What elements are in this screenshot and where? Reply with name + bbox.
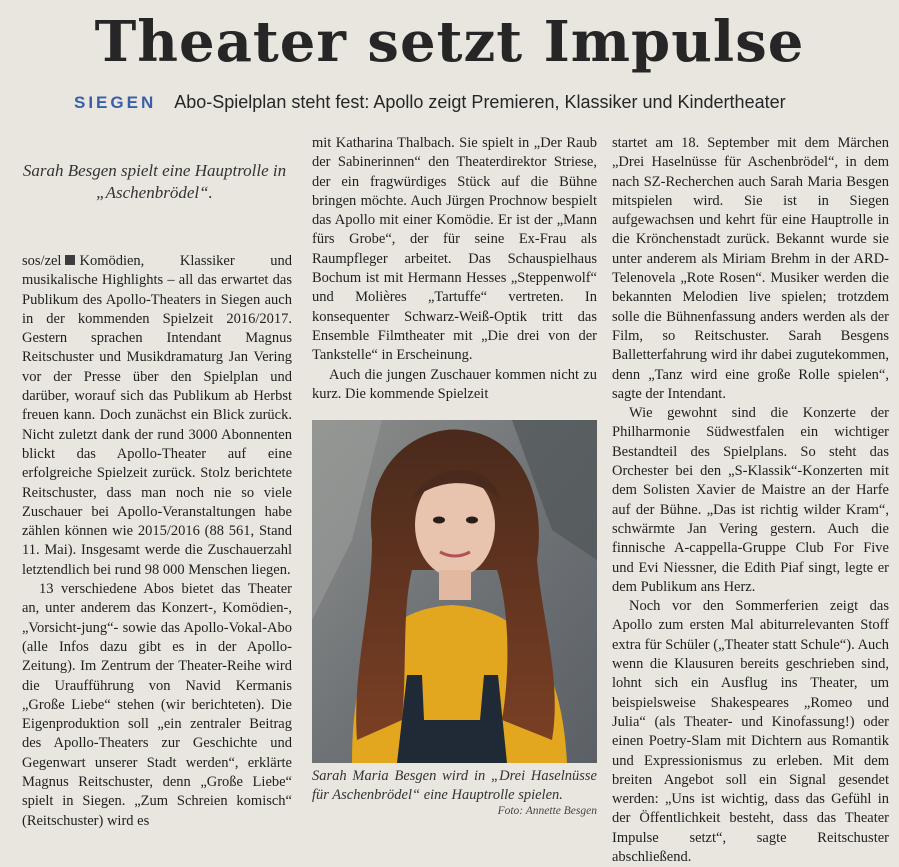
subheadline [74,92,889,116]
portrait-photo [312,420,597,763]
article-column-2 [312,134,597,404]
pull-quote: Sarah Besgen spielt eine Hauptrolle in „Aschenbrödel“. [22,161,287,202]
paragraph [22,252,292,580]
paragraph-text: Komödien, Klassiker und musikalische Highlights – all das erwartet das Publikum des Apollo-Theaters in Siegen auch in der kommenden Spielzeit 2016/2017. Gestern sprachen Intendant Magnus Reitschuster und Musikdramaturg Jan Vering vor der Presse über den Spielplan und darüber, worauf sich das Publikum ab Herbst freuen kann. Doch zunächst ein Blick zurück. Nicht zuletzt dank der rund 3000 Abonnenten blickt das Apollo-Theater auf eine erfolgreiche Spielzeit zurück. Stolz berichtete Reitschuster, dass man noch nie so viele Zuschauer bei Apollo-Veranstaltungen habe zählen können wie 2015/2016 (88 561, Stand 11. Mai). Insgesamt werde die Zuschauerzahl letztendlich bei rund 98 000 Menschen liegen. [22,253,292,578]
dateline: SIEGEN [74,93,157,112]
paragraph: Auch die jungen Zuschauer kommen nicht zu kurz. Die kommende Spielzeit [312,366,597,402]
paragraph: startet am 18. September mit dem Märchen „Drei Haselnüsse für Aschenbrödel“, in dem nach SZ-Recherchen auch Sarah Maria Besgen mitspielen wird. Sie ist in Siegen aufgewachsen und kehrt für eine Hauptrolle in die Krönchenstadt zurück. Bekannt wurde sie unter anderem als Miriam Brehm in der ARD-Telenovela „Rote Rosen“. Musiker werden die bekannten Melodien live spielen; trotzdem solle die Bühnenfassung anders werden als der Film, so Reitschuster. Sarah Besgens Balletterfahrung wird ihr dabei zugutekommen, denn „Tanz wird eine große Rolle spielen“, sagte der Intendant. [612,135,889,402]
subtitle: Abo-Spielplan steht fest: Apollo zeigt Premieren, Klassiker und Kindertheater [174,92,786,112]
paragraph: Wie gewohnt sind die Konzerte der Philharmonie Südwestfalen ein wichtiger Bestandteil des Spielplans. So steht das Orchester bei den „S-Klassik“-Konzerten mit dem Solisten Xavier de Maistre an der Harfe auf der Bühne. „Das ist richtig wilder Kram“, schwärmte Jan Vering gestern. Auch die finnische A-cappella-Gruppe Club For Five und Evi Niessner, die Edith Piaf singt, legte er dem Publikum ans Herz. [612,405,889,595]
square-marker-icon [65,255,75,265]
photo-credit-text: Foto: Annette Besgen [497,805,597,817]
photo-caption: Sarah Maria Besgen wird in „Drei Haselnüsse für Aschenbrödel“ eine Hauptrolle spielen. [312,768,597,803]
article-column-3 [612,134,889,867]
paragraph: mit Katharina Thalbach. Sie spielt in „Der Raub der Sabinerinnen“ den Theaterdirektor Striese, der ein fragwürdiges Stück auf die Bühne bringen möchte. Auch Jürgen Prochnow bespielt das Apollo mit einer Komödie. Er ist der „Mann fürs Grobe“, der für seine Ex-Frau als Raumpfleger arbeitet. Das Schauspielhaus Bochum ist mit Hermann Hesses „Steppenwolf“ und Molières „Tartuffe“ vertreten. In konsequenter Schwarz-Weiß-Optik tritt das Ensemble Filmtheater mit „Die drei von der Tankstelle“ in Erscheinung. [312,135,597,364]
paragraph: 13 verschiedene Abos bietet das Theater an, unter anderem das Konzert-, Komödien-, „Vorsicht-jung“- sowie das Apollo-Vokal-Abo (alle Infos dazu gibt es in der Apollo-Zeitung). Im Zentrum der Theater-Reihe wird die Uraufführung von Navid Kermanis „Große Liebe“ stehen (wir berichteten). Die Eigenproduktion soll „ein zentraler Beitrag des Apollo-Theaters zur Geschichte und Gegenwart unserer Stadt werden“, erklärte Magnus Reitschuster, denn „Große Liebe“ spielt in Siegen. „Zum Schreien komisch“ (Reitschuster) wird es [22,581,292,829]
paragraph: Noch vor den Sommerferien zeigt das Apollo zum ersten Mal abiturrelevanten Stoff extra für Schüler („Theater statt Schule“). Auch wenn die Klausuren bereits geschrieben sind, lohnt sich ein Ausflug ins Theater, um beispielsweise Shakespeares „Romeo und Julia“ (als Theater- und Kinofassung!) oder einen Poetry-Slam mit Dichtern aus Romantik und Expressionismus zu erleben. Mit dem breiten Angebot soll ein Signal gesendet werden: „Uns ist wichtig, dass das Gefühl in der Öffentlichkeit besteht, dass das Theater Impulse setzt“, sagte Reitschuster abschließend. [612,598,889,865]
author-byline: sos/zel [22,253,62,269]
headline: Theater setzt Impulse [94,9,805,75]
portrait-illustration [312,420,597,763]
article-column-1 [22,252,292,831]
